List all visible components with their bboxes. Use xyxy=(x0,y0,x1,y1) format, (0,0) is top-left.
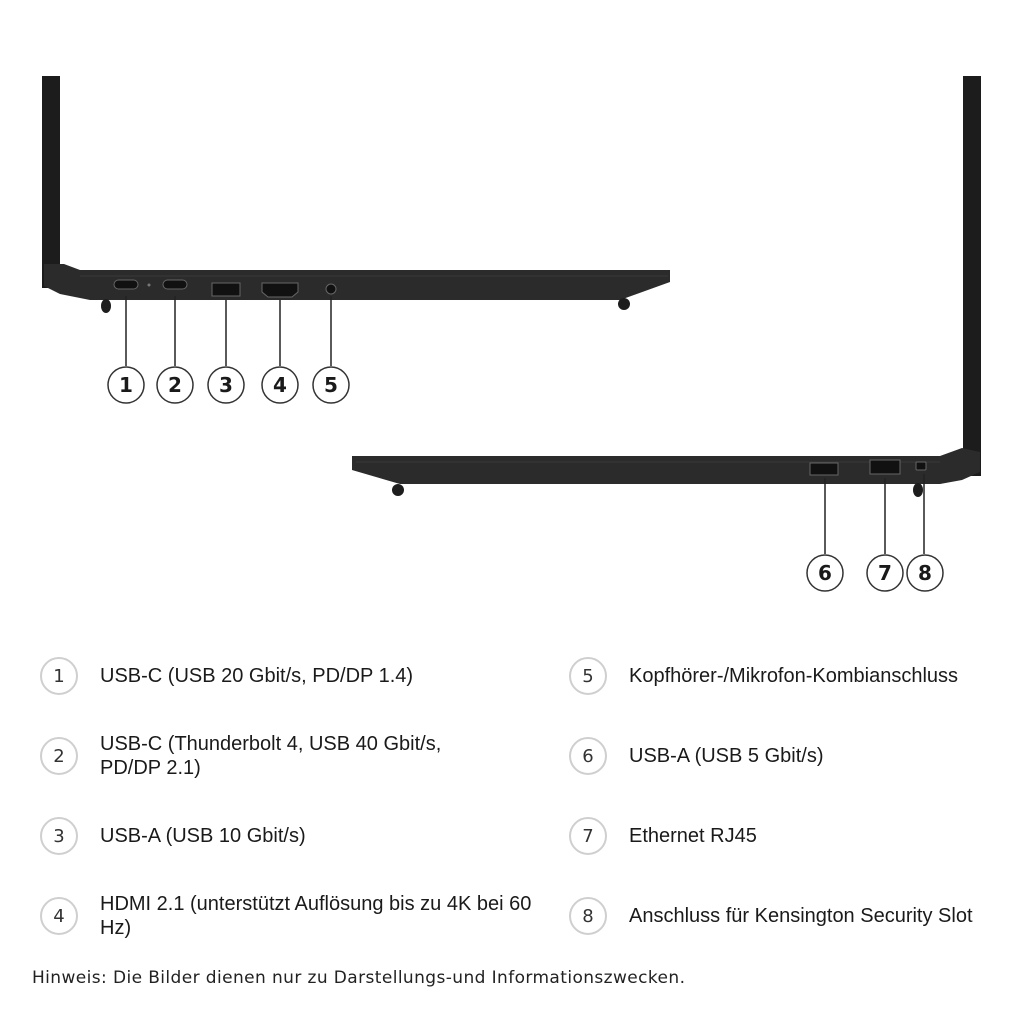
svg-text:5: 5 xyxy=(324,373,338,397)
callouts-right xyxy=(807,555,943,591)
audio-jack-5 xyxy=(326,284,336,294)
svg-text:7: 7 xyxy=(878,561,892,585)
svg-text:4: 4 xyxy=(273,373,287,397)
callout-1 xyxy=(108,367,144,403)
callout-4 xyxy=(262,367,298,403)
svg-text:2: 2 xyxy=(168,373,182,397)
hdmi-port-4 xyxy=(262,283,298,297)
svg-text:1: 1 xyxy=(119,373,133,397)
legend-number: 6 xyxy=(569,737,607,775)
kensington-slot-8 xyxy=(916,462,926,470)
usb-c-port-1 xyxy=(114,280,138,289)
callout-7 xyxy=(867,555,903,591)
legend-label: HDMI 2.1 (unterstützt Auflösung bis zu 4K bei 60 Hz) xyxy=(100,893,532,939)
legend-number: 7 xyxy=(569,817,607,855)
callout-3 xyxy=(208,367,244,403)
callouts-left xyxy=(108,367,349,403)
laptop-left-side-view xyxy=(42,76,670,366)
ethernet-port-7 xyxy=(870,460,900,474)
callout-5 xyxy=(313,367,349,403)
legend-label: USB-A (USB 10 Gbit/s) xyxy=(100,825,306,847)
laptop-right-side-view xyxy=(352,76,981,554)
legend-item-8 xyxy=(569,896,1009,936)
legend-label: Kopfhörer-/Mikrofon-Kombianschluss xyxy=(629,665,959,687)
svg-text:3: 3 xyxy=(219,373,233,397)
callout-6 xyxy=(807,555,843,591)
legend-label: USB-A (USB 5 Gbit/s) xyxy=(629,745,824,767)
usb-a-port-3 xyxy=(212,283,240,296)
legend-label: USB-C (USB 20 Gbit/s, PD/DP 1.4) xyxy=(100,665,414,687)
legend-item-6 xyxy=(569,736,1009,776)
legend-number: 5 xyxy=(569,657,607,695)
legend-item-3 xyxy=(40,816,540,856)
legend-item-2 xyxy=(40,733,540,779)
legend-number: 3 xyxy=(40,817,78,855)
usb-a-port-6 xyxy=(810,463,838,475)
legend-item-5 xyxy=(569,656,1009,696)
callout-8 xyxy=(907,555,943,591)
legend-label: Anschluss für Kensington Security Slot xyxy=(629,905,973,927)
legend-label: USB-C (Thunderbolt 4, USB 40 Gbit/s, PD/DP 2.1) xyxy=(100,733,442,779)
legend-number: 8 xyxy=(569,897,607,935)
legend-label: Ethernet RJ45 xyxy=(629,825,757,847)
legend-number: 2 xyxy=(40,737,78,775)
usb-c-port-2 xyxy=(163,280,187,289)
footnote: Hinweis: Die Bilder dienen nur zu Darstellungs-und Informationszwecken. xyxy=(32,968,686,988)
svg-text:6: 6 xyxy=(818,561,832,585)
legend-item-4 xyxy=(40,893,540,939)
legend-number: 1 xyxy=(40,657,78,695)
callout-2 xyxy=(157,367,193,403)
svg-text:8: 8 xyxy=(918,561,932,585)
legend-item-7 xyxy=(569,816,1009,856)
legend-number: 4 xyxy=(40,897,78,935)
legend-item-1 xyxy=(40,656,540,696)
